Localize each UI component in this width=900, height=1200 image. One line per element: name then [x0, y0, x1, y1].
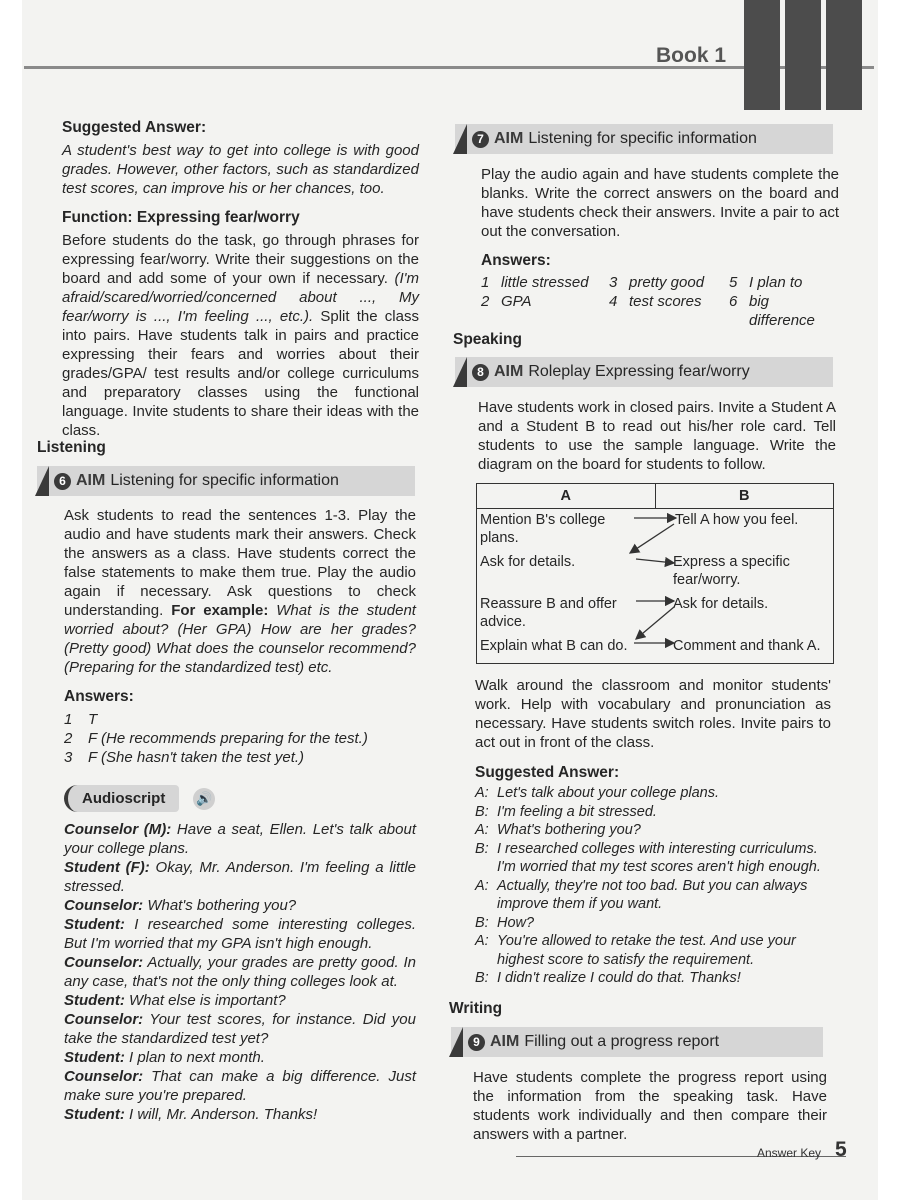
dialogue-line: I didn't realize I could do that. Thanks! — [497, 970, 741, 986]
aim-8-text: Roleplay Expressing fear/worry — [528, 363, 750, 380]
aim-7-bar — [455, 124, 833, 154]
dialogue-line: You're allowed to retake the test. And use your highest score to satisfy the requirement. — [497, 933, 796, 968]
script-text: What else is important? — [124, 992, 286, 1009]
answer-text: GPA — [501, 293, 532, 310]
answer-key-label: Answer Key — [757, 1146, 822, 1160]
cell-a: Reassure B and offer advice. — [480, 596, 617, 630]
dialogue-speaker: A: — [475, 877, 489, 894]
task-7-text: Play the audio again and have students complete the blanks. Write the correct answers on the board and have students check their answers. Invite a pair to act out the conversation. — [481, 166, 839, 240]
script-line — [64, 953, 416, 991]
answer-text: F (He recommends preparing for the test.) — [88, 730, 368, 747]
task-6-paragraph — [64, 506, 416, 677]
dialogue-line: I'm feeling a bit stressed. — [497, 803, 657, 820]
task-7-body — [481, 165, 839, 330]
answer-text: F (She hasn't taken the test yet.) — [88, 749, 305, 766]
function-text-2: Split the class into pairs. Have students talk in pairs and practice expressing their fears and worries about their grades/GPA/ test results and/or college curriculums and preparatory classes using the functional language. Invite students to share their ideas with the class. — [62, 308, 419, 439]
aim-wedge — [453, 124, 467, 154]
script-line — [64, 991, 416, 1010]
speaking-heading: Speaking — [453, 331, 522, 348]
cell-a: Explain what B can do. — [480, 638, 628, 654]
answers-list-7 — [481, 273, 839, 330]
script-text: That can make a big difference. Just make sure you're prepared. — [64, 1068, 416, 1104]
suggested-answer-heading-8: Suggested Answer: — [475, 764, 620, 781]
speaking-section — [453, 330, 833, 349]
task-8-text: Have students work in closed pairs. Invite a Student A and a Student B to read out his/her role card. Tell students to use the sample language. Write the diagram on the board for students to follow. — [478, 399, 836, 473]
script-line — [64, 820, 416, 858]
cell-a: Ask for details. — [480, 554, 576, 570]
script-line — [64, 1067, 416, 1105]
dialogue-speaker: A: — [475, 933, 489, 949]
task-6-text: Ask students to read the sentences 1-3. Play the audio and have students mark their answers. Check the answers as a class. Have students correct the false statements to make them true. Play the audio again if necessary. Ask questions to check understanding. — [64, 507, 416, 619]
listening-heading: Listening — [37, 439, 106, 456]
answer-number: 5 — [729, 274, 738, 291]
aim-9-text: Filling out a progress report — [524, 1033, 720, 1050]
task-9-text: Have students complete the progress report using the information from the speaking task. Have students work individually and then compare their answers with a partner. — [473, 1069, 827, 1143]
writing-section — [449, 999, 829, 1018]
answer-text: little stressed — [501, 274, 589, 291]
script-speaker: Counselor (M): — [64, 821, 172, 838]
aim-8-label: AIM — [494, 363, 524, 380]
column-a-header: A — [477, 484, 656, 508]
writing-heading: Writing — [449, 1000, 503, 1017]
answer-text: T — [88, 711, 98, 728]
aim-6-number: 6 — [54, 473, 71, 490]
dialogue-speaker: B: — [475, 840, 489, 857]
listening-section — [37, 438, 417, 457]
function-text-italic: (I'm afraid/scared/worried/concerned about ..., My fear/worry is ..., I'm feeling ..., etc.). — [62, 270, 419, 325]
dialogue-speaker: B: — [475, 914, 489, 931]
answer-number: 3 — [64, 749, 73, 766]
roleplay-diagram — [476, 483, 834, 664]
aim-7-text: Listening for specific information — [528, 130, 757, 147]
sample-dialogue — [475, 784, 831, 988]
header-tab-bars — [744, 0, 862, 110]
page-number: 5 — [835, 1138, 847, 1161]
aim-9-bar — [451, 1027, 823, 1057]
arrow — [636, 559, 674, 563]
suggested-answer-heading: Suggested Answer: — [62, 119, 207, 136]
script-line — [64, 915, 416, 953]
dialogue-speaker: A: — [475, 822, 489, 838]
task-6-for-example: For example: — [171, 602, 269, 619]
script-line — [64, 1010, 416, 1048]
aim-7-label: AIM — [494, 130, 524, 147]
cell-a: Mention B's college plans. — [480, 512, 606, 546]
function-heading: Function: Expressing fear/worry — [62, 209, 300, 226]
dialogue-line: What's bothering you? — [497, 822, 641, 838]
script-speaker: Student: — [64, 992, 125, 1009]
script-text: I researched some interesting colleges. But I'm worried that my GPA isn't high enough. — [64, 916, 416, 952]
answer-text: big difference — [749, 293, 815, 329]
answer-number: 2 — [64, 730, 73, 747]
answer-number: 2 — [481, 293, 490, 310]
script-text: What's bothering you? — [143, 897, 297, 914]
cell-b: Ask for details. — [673, 596, 769, 612]
dialogue-line: Actually, they're not too bad. But you can always improve them if you want. — [497, 877, 808, 912]
cell-b: Express a specific fear/worry. — [673, 554, 790, 588]
function-text-1: Before students do the task, go through phrases for expressing fear/worry. Write their suggestions on the board and add some of your own if necessary. — [62, 232, 419, 287]
script-speaker: Student: — [64, 916, 125, 933]
answer-number: 3 — [609, 274, 618, 291]
cell-b: Tell A how you feel. — [675, 512, 799, 528]
answer-text: test scores — [629, 293, 702, 310]
speaker-icon[interactable]: 🔊 — [193, 788, 215, 810]
task-8-body — [478, 398, 836, 474]
script-speaker: Student (F): — [64, 859, 150, 876]
script-line — [64, 896, 416, 915]
arrow — [636, 607, 674, 639]
audioscript — [64, 820, 416, 1124]
cell-b: Comment and thank A. — [673, 638, 821, 654]
script-speaker: Counselor: — [64, 897, 144, 914]
script-speaker: Student: — [64, 1049, 125, 1066]
script-speaker: Student: — [64, 1106, 125, 1123]
dialogue-line: How? — [497, 914, 535, 931]
task-8-followup — [475, 676, 831, 988]
dialogue-line: Let's talk about your college plans. — [497, 785, 720, 801]
aim-9-label: AIM — [490, 1033, 520, 1050]
script-line — [64, 1105, 416, 1124]
dialogue-line: I researched colleges with interesting curriculums. I'm worried that my test scores aren't high enough. — [497, 840, 821, 875]
answers-list-6 — [64, 710, 416, 767]
answer-number: 6 — [729, 293, 738, 310]
dialogue-speaker: A: — [475, 785, 489, 801]
script-text: Okay, Mr. Anderson. I'm feeling a little stressed. — [64, 859, 417, 895]
answer-text: I plan to — [749, 274, 803, 291]
left-column-top — [62, 118, 419, 440]
answer-number: 1 — [481, 274, 490, 291]
script-text: I will, Mr. Anderson. Thanks! — [124, 1106, 318, 1123]
answer-text: pretty good — [629, 274, 705, 291]
script-text: Actually, your grades are pretty good. In any case, that's not the only thing colleges look at. — [64, 954, 416, 990]
aim-6-text: Listening for specific information — [110, 472, 339, 489]
script-speaker: Counselor: — [64, 954, 144, 971]
aim-wedge — [453, 357, 467, 387]
script-line — [64, 1048, 416, 1067]
script-speaker: Counselor: — [64, 1011, 144, 1028]
aim-8-number: 8 — [472, 364, 489, 381]
audioscript-label: Audioscript — [64, 785, 179, 812]
task-8-text-2: Walk around the classroom and monitor students' work. Help with vocabulary and pronunciation as necessary. Have students switch roles. Invite pairs to act out in front of the class. — [475, 677, 831, 751]
audioscript-tag — [64, 785, 215, 812]
arrow — [630, 524, 674, 553]
script-text: Your test scores, for instance. Did you take the standardized test yet? — [64, 1011, 416, 1047]
column-b-header: B — [739, 488, 750, 504]
answers-heading-7: Answers: — [481, 252, 551, 269]
answer-number: 4 — [609, 293, 618, 310]
answer-number: 1 — [64, 711, 73, 728]
suggested-answer-text: A student's best way to get into college is with good grades. However, other factors, such as standardized test scores, can improve his or her chances, too. — [62, 142, 419, 197]
task-6-body — [64, 506, 416, 1124]
book-label: Book 1 — [656, 44, 727, 67]
task-9-body — [473, 1068, 827, 1144]
diagram-arrows — [476, 483, 836, 663]
aim-6-label: AIM — [76, 472, 106, 489]
aim-9-number: 9 — [468, 1034, 485, 1051]
task-6-italic: What is the student worried about? (Her GPA) How are her grades? (Pretty good) What does the counselor recommend? (Preparing for the standardized test) etc. — [64, 602, 416, 676]
script-text: Have a seat, Ellen. Let's talk about your college plans. — [64, 821, 416, 857]
function-paragraph — [62, 231, 419, 440]
aim-7-number: 7 — [472, 131, 489, 148]
answers-heading-6: Answers: — [64, 688, 134, 705]
script-text: I plan to next month. — [124, 1049, 265, 1066]
dialogue-speaker: B: — [475, 803, 489, 820]
aim-8-bar — [455, 357, 833, 387]
aim-6-bar — [37, 466, 415, 496]
aim-wedge — [35, 466, 49, 496]
script-line — [64, 858, 416, 896]
script-speaker: Counselor: — [64, 1068, 144, 1085]
aim-wedge — [449, 1027, 463, 1057]
dialogue-speaker: B: — [475, 970, 489, 986]
